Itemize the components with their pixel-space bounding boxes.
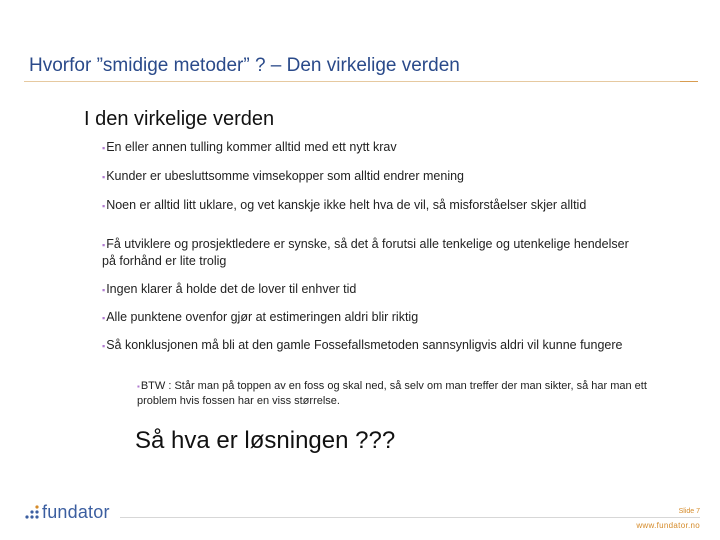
bullet-marker: ▪ bbox=[102, 201, 106, 211]
website-url: www.fundator.no bbox=[636, 521, 700, 530]
footer-divider bbox=[120, 517, 700, 518]
bullet-marker: ▪ bbox=[102, 172, 106, 182]
bullet-item bbox=[102, 197, 622, 214]
bullet-text: Kunder er ubesluttsomme vimsekopper som alltid endrer mening bbox=[106, 169, 465, 183]
bullet-text: Så konklusjonen må bli at den gamle Fossefallsmetoden sannsynligvis aldri vil kunne fungere bbox=[106, 338, 623, 352]
bullet-text: Få utviklere og prosjektledere er synske, så det å forutsi alle tenkelige og utenkelige hendelser på forhånd er lite trolig bbox=[102, 237, 629, 268]
bullet-marker: ▪ bbox=[137, 382, 140, 391]
slide-title: Hvorfor ”smidige metoder” ? – Den virkelige verden bbox=[29, 55, 460, 76]
fundator-logo bbox=[24, 500, 110, 524]
bullet-text: Ingen klarer å holde det de lover til enhver tid bbox=[106, 282, 357, 296]
title-divider bbox=[24, 81, 698, 82]
bullet-marker: ▪ bbox=[102, 341, 106, 351]
bullet-item bbox=[102, 281, 642, 298]
title-divider-accent bbox=[680, 81, 698, 82]
bullet-text: En eller annen tulling kommer alltid med ett nytt krav bbox=[106, 140, 397, 154]
bullet-text: Noen er alltid litt uklare, og vet kanskje ikke helt hva de vil, så misforståelser skjer alltid bbox=[106, 198, 587, 212]
bullet-text: Alle punktene ovenfor gjør at estimeringen aldri blir riktig bbox=[106, 310, 419, 324]
bullet-item bbox=[102, 236, 637, 269]
bullet-marker: ▪ bbox=[102, 313, 106, 323]
bullet-item bbox=[102, 309, 642, 326]
closing-question: Så hva er løsningen ??? bbox=[135, 427, 396, 454]
logo-dots-icon bbox=[24, 502, 40, 522]
bullet-item bbox=[102, 168, 642, 185]
logo-text: fundator bbox=[42, 501, 110, 522]
bullet-item bbox=[102, 337, 647, 354]
sub-bullet-item bbox=[137, 379, 662, 408]
bullet-marker: ▪ bbox=[102, 240, 106, 250]
bullet-marker: ▪ bbox=[102, 285, 106, 295]
bullet-marker: ▪ bbox=[102, 143, 106, 153]
slide-number: Slide 7 bbox=[678, 508, 700, 515]
sub-bullet-text: BTW : Står man på toppen av en foss og skal ned, så selv om man treffer der man sikter, så har man ett problem hvis fossen har en viss størrelse. bbox=[137, 380, 647, 407]
bullet-item bbox=[102, 139, 642, 156]
section-heading: I den virkelige verden bbox=[84, 108, 275, 130]
